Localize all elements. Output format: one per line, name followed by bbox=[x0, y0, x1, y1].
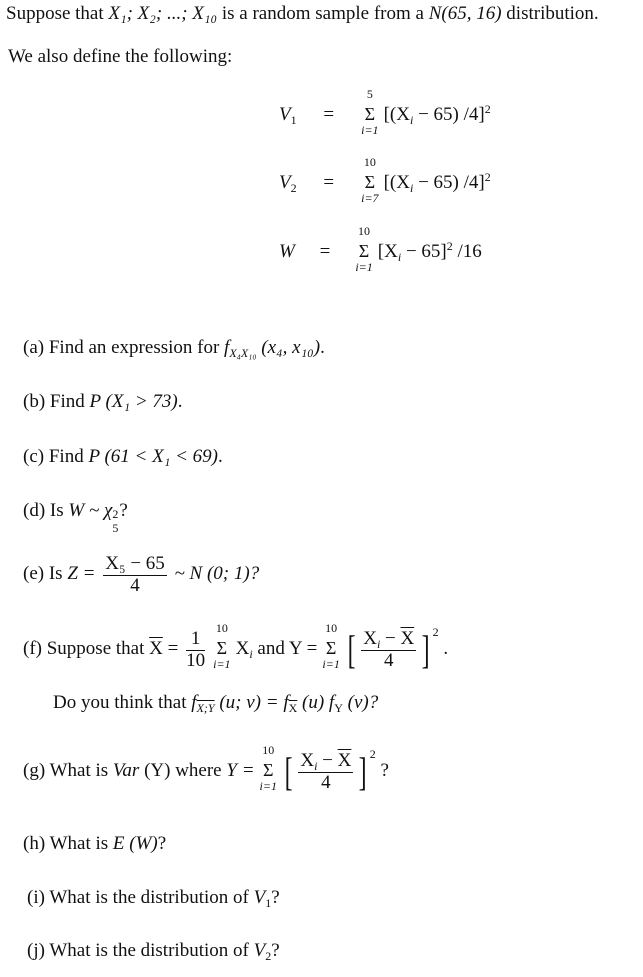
question-a: (a) Find an expression for $f_{X_4X_{10}}$ (x₄, x₁₀). bbox=[23, 337, 325, 360]
fraction: $\frac{X_i - \overline{X}}{4}$ bbox=[300, 750, 352, 793]
sum-symbol: Σ 5 i=1 bbox=[361, 87, 379, 137]
question-g: (g) What is Var (Y) where Y = Σ 10 i=1 [ $\frac{X_i - \overline{X}}{4}$ ] $^2$ ? bbox=[23, 742, 389, 794]
intro-text: distribution. bbox=[506, 3, 599, 24]
distribution: N(65, 16) bbox=[428, 3, 502, 24]
intro-line-1 bbox=[6, 3, 599, 25]
intro-text: is a random sample from a bbox=[221, 3, 424, 24]
fraction: $\frac{1}{10}$ bbox=[186, 628, 206, 671]
sum-symbol: Σ 10 i=7 bbox=[361, 155, 379, 205]
sample-vars: X₁; X₂; ...; X₁₀ bbox=[108, 3, 218, 24]
fraction: $\frac{X_i - \overline{X}}{4}$ bbox=[363, 628, 415, 671]
question-c: (c) Find P (61 < X₁ < 69). bbox=[23, 446, 223, 467]
sum-symbol: Σ 10 i=1 bbox=[322, 620, 340, 671]
question-f-line-2: Do you think that $f_{X;Y}$ (u; $v) = f_{\overline{X}}$ (u) $f_Y$ (v)? bbox=[53, 692, 379, 715]
question-f: (f) Suppose that $\overline{X}$ = $\frac{1}{10}$ Σ 10 i=1 $X_i$ and Y = Σ 10 i=1 [ $\frac{X_i - \overline{X}}{4}$ ] $^2$ . bbox=[23, 620, 449, 672]
question-d: (d) Is W ~ χ 2 5 ? bbox=[23, 500, 128, 535]
intro-line-2: We also define the following: bbox=[8, 46, 233, 67]
question-j: (j) What is the distribution of $V_2$? bbox=[27, 940, 280, 963]
sum-symbol: Σ 10 i=1 bbox=[259, 742, 277, 793]
fraction: $\frac{\text{X₅ − 65}}{4}$ bbox=[105, 553, 165, 596]
question-b: (b) Find P (X₁ > 73). bbox=[23, 391, 183, 412]
def-v2: $V_2 = \Sigma$ 10 i=7 [$(X_i - 65)$ /4]$^2$ bbox=[279, 155, 491, 205]
def-w: W = Σ 10 i=1 $[X_i - 65]^2$ /16 bbox=[279, 224, 482, 274]
question-h: (h) What is E (W)? bbox=[23, 833, 167, 854]
question-i: (i) What is the distribution of $V_1$? bbox=[27, 887, 280, 910]
sum-symbol: Σ 10 i=1 bbox=[213, 620, 231, 671]
question-e: (e) Is Z = $\frac{\text{X₅ − 65}}{4}$ ~ N (0; 1)? bbox=[23, 553, 260, 596]
intro-text: Suppose that bbox=[6, 3, 104, 24]
def-v1: $V_1 = \Sigma$ 5 i=1 [$(X_i - 65)$ /4]$^2$ bbox=[279, 87, 491, 137]
sum-symbol: Σ 10 i=1 bbox=[355, 224, 373, 274]
